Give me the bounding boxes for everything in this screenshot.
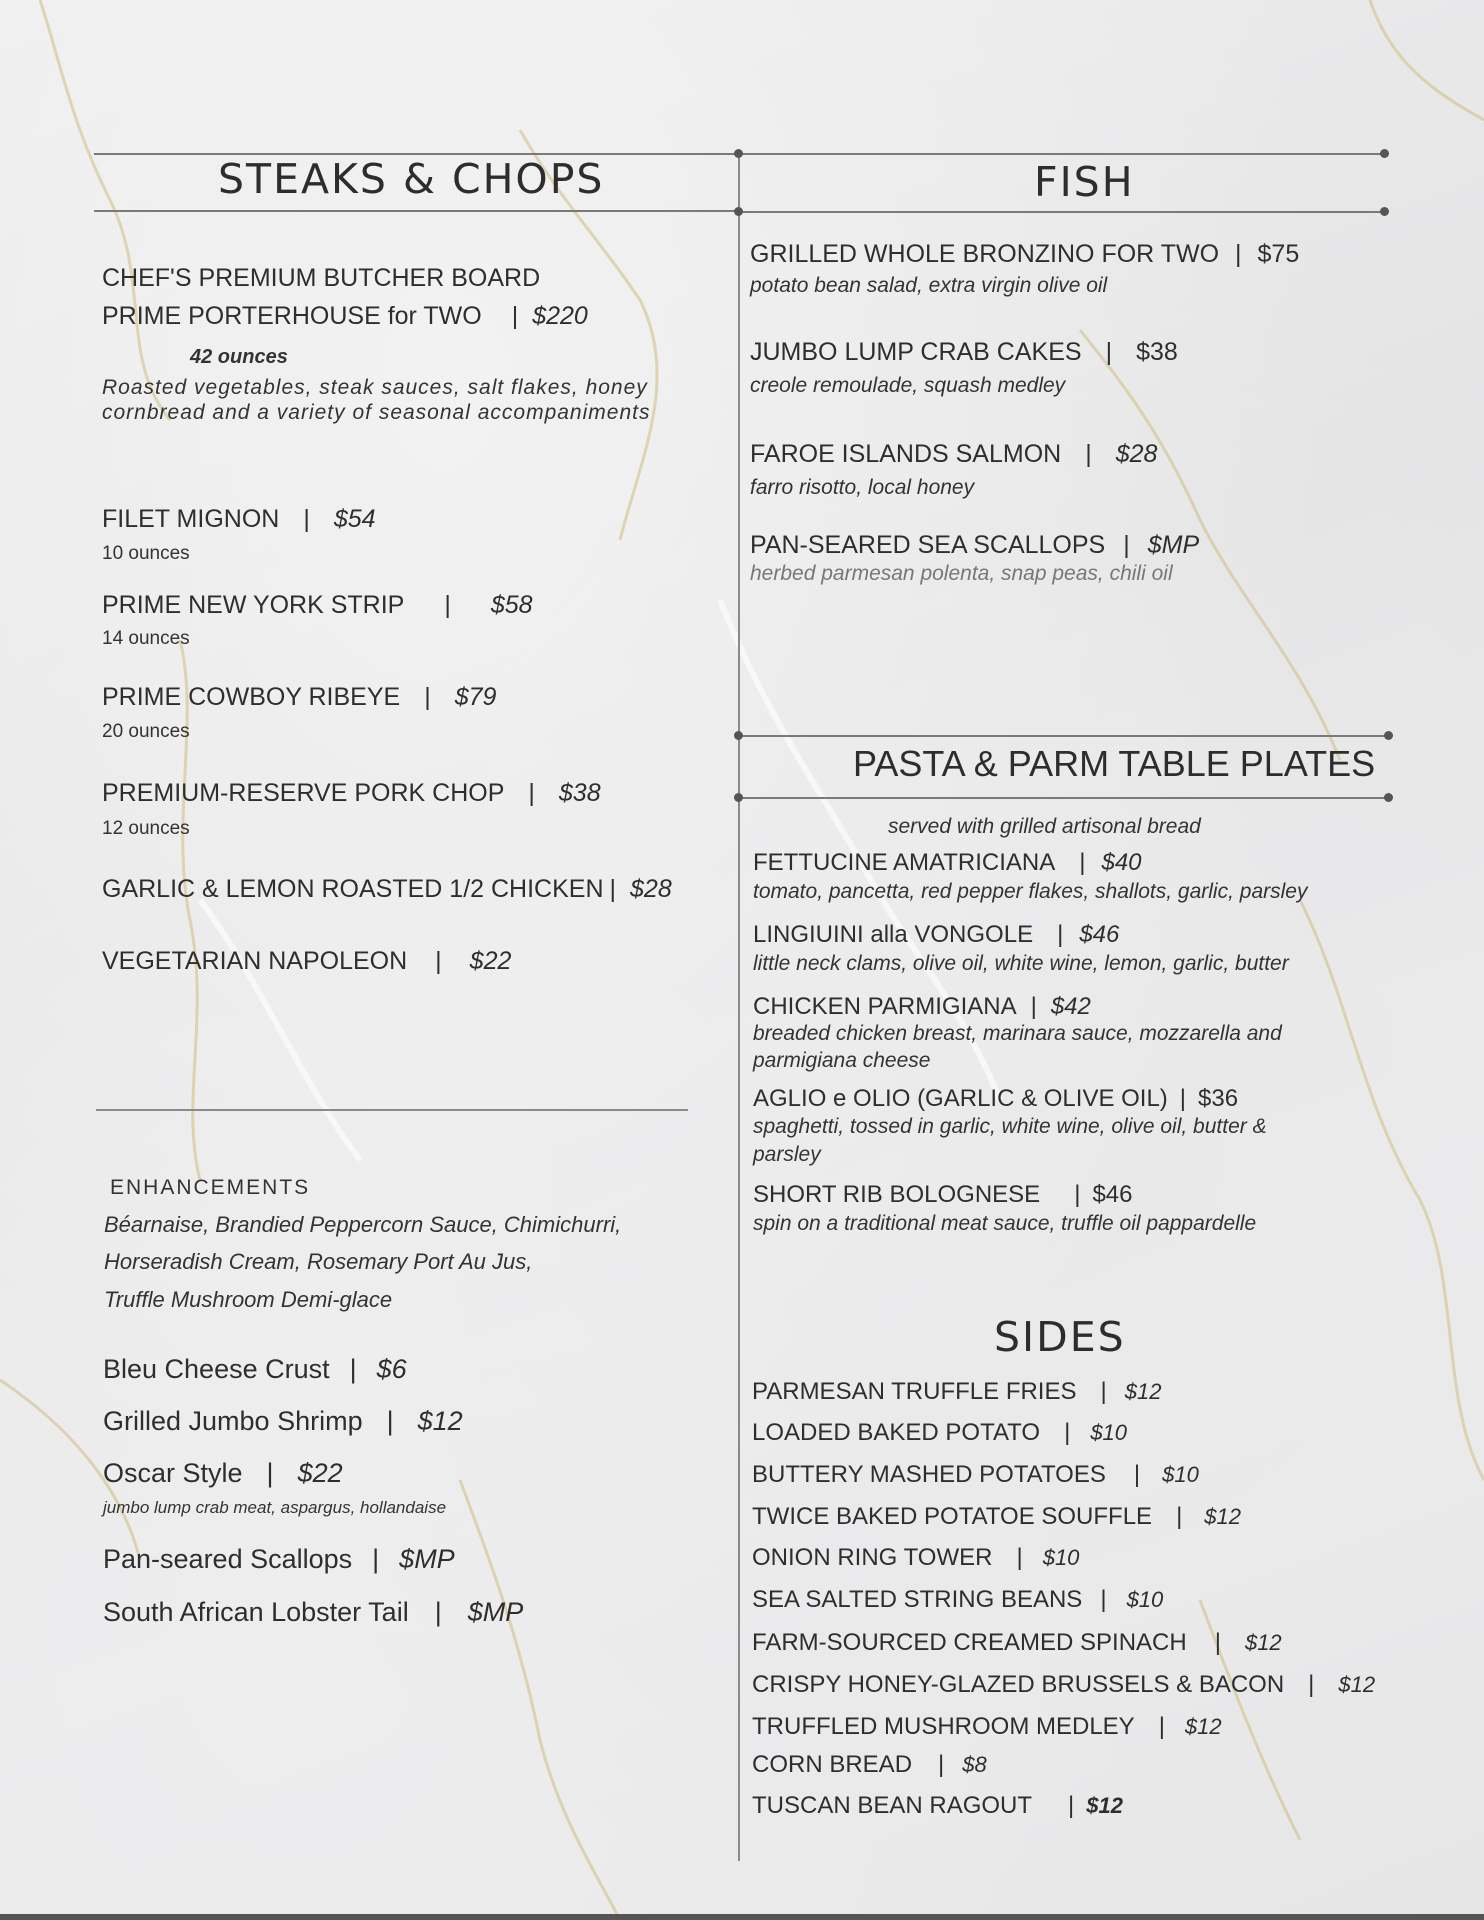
steaks-header: STEAKS & CHOPS <box>218 155 605 203</box>
pasta-item: LINGIUINI alla VONGOLE | $46 <box>753 921 1120 948</box>
steak-item: PRIME COWBOY RIBEYE | $79 <box>102 683 497 711</box>
steak-item-price: $54 <box>333 505 376 533</box>
steak-item-name: FILET MIGNON <box>102 505 280 533</box>
side-item-price: $12 <box>1086 1793 1123 1818</box>
side-item-price: $12 <box>1184 1714 1222 1739</box>
enhancement-item-name: South African Lobster Tail <box>103 1597 409 1627</box>
pasta-item-desc: spin on a traditional meat sauce, truffle oil pappardelle <box>753 1212 1257 1235</box>
enhancement-item-name: Bleu Cheese Crust <box>103 1354 330 1384</box>
steak-item-note: 14 ounces <box>102 628 190 649</box>
fish-item-name: FAROE ISLANDS SALMON <box>750 440 1062 468</box>
pasta-subtitle: served with grilled artisonal bread <box>888 815 1201 838</box>
steak-item-note: 20 ounces <box>102 721 190 742</box>
side-item: TWICE BAKED POTATOE SOUFFLE | $12 <box>752 1503 1242 1530</box>
rule-end-dot <box>1384 731 1393 740</box>
pasta-item-name: SHORT RIB BOLOGNESE <box>753 1181 1041 1208</box>
side-item-name: SEA SALTED STRING BEANS <box>752 1586 1083 1613</box>
enhancement-item-price: $22 <box>297 1458 343 1488</box>
steak-item-name: PRIME COWBOY RIBEYE <box>102 683 401 711</box>
steak-item-note: 12 ounces <box>102 818 190 839</box>
side-item: ONION RING TOWER | $10 <box>752 1544 1080 1571</box>
steak-item-price: $79 <box>454 683 497 711</box>
steak-item-name: PREMIUM-RESERVE PORK CHOP <box>102 779 505 807</box>
page-bottom-border <box>0 1914 1484 1920</box>
column-divider <box>738 153 740 1861</box>
enhancement-item-name: Oscar Style <box>103 1458 243 1488</box>
fish-item-price: $28 <box>1115 440 1158 468</box>
side-item: LOADED BAKED POTATO | $10 <box>752 1419 1128 1446</box>
rule-end-dot <box>1380 149 1389 158</box>
enhancements-header: ENHANCEMENTS <box>110 1176 311 1199</box>
side-item: CORN BREAD | $8 <box>752 1751 987 1778</box>
side-item-price: $12 <box>1338 1672 1376 1697</box>
porterhouse-desc-2: cornbread and a variety of seasonal accompaniments <box>102 401 651 424</box>
side-item-name: CRISPY HONEY-GLAZED BRUSSELS & BACON <box>752 1671 1285 1698</box>
side-item-price: $8 <box>962 1752 987 1777</box>
steak-item: FILET MIGNON | $54 <box>102 505 376 533</box>
side-item-name: PARMESAN TRUFFLE FRIES <box>752 1378 1077 1405</box>
pasta-bottom-rule <box>738 797 1388 799</box>
pasta-item-name: LINGIUINI alla VONGOLE <box>753 921 1034 948</box>
steak-item-name: PRIME NEW YORK STRIP <box>102 591 405 619</box>
side-item: SEA SALTED STRING BEANS | $10 <box>752 1586 1164 1613</box>
side-item-price: $10 <box>1162 1462 1199 1487</box>
porterhouse-weight: 42 ounces <box>190 346 288 368</box>
side-item-name: LOADED BAKED POTATO <box>752 1419 1041 1446</box>
side-item-price: $10 <box>1090 1420 1128 1445</box>
enhancements-sauces-3: Truffle Mushroom Demi-glace <box>104 1287 393 1312</box>
enhancement-item-price: $MP <box>399 1544 455 1574</box>
sides-header: SIDES <box>994 1313 1126 1361</box>
pasta-item-desc: breaded chicken breast, marinara sauce, mozzarella and <box>753 1022 1282 1045</box>
fish-item-name: GRILLED WHOLE BRONZINO FOR TWO <box>750 240 1220 268</box>
steak-item-price: $28 <box>630 875 672 903</box>
pasta-top-rule <box>738 735 1388 737</box>
side-item-name: TUSCAN BEAN RAGOUT <box>752 1792 1033 1819</box>
steak-item-price: $22 <box>469 947 512 975</box>
porterhouse-price: $220 <box>532 302 588 330</box>
pasta-item-price: $40 <box>1101 849 1142 876</box>
side-item-price: $10 <box>1042 1545 1080 1570</box>
fish-item-price: $38 <box>1136 338 1178 366</box>
fish-top-rule <box>738 153 1386 155</box>
fish-item-desc: farro risotto, local honey <box>750 476 975 499</box>
steak-item-price: $58 <box>490 591 533 619</box>
steak-item-price: $38 <box>558 779 601 807</box>
pasta-item-price: $42 <box>1050 993 1091 1020</box>
fish-item: PAN-SEARED SEA SCALLOPS | $MP <box>750 531 1200 559</box>
porterhouse-name: PRIME PORTERHOUSE for TWO <box>102 302 482 330</box>
steak-item: PRIME NEW YORK STRIP | $58 <box>102 591 533 619</box>
pasta-item-desc-2: parmigiana cheese <box>753 1049 931 1072</box>
fish-header: FISH <box>1034 158 1135 206</box>
side-item-name: CORN BREAD <box>752 1751 913 1778</box>
side-item-name: TWICE BAKED POTATOE SOUFFLE <box>752 1503 1153 1530</box>
side-item-price: $12 <box>1204 1504 1242 1529</box>
pasta-item-name: FETTUCINE AMATRICIANA <box>753 849 1056 876</box>
side-item: TRUFFLED MUSHROOM MEDLEY | $12 <box>752 1713 1222 1740</box>
pasta-item: CHICKEN PARMIGIANA | $42 <box>753 993 1091 1020</box>
side-item-name: TRUFFLED MUSHROOM MEDLEY <box>752 1713 1135 1740</box>
porterhouse-line: PRIME PORTERHOUSE for TWO | $220 <box>102 302 588 330</box>
pasta-item-price: $46 <box>1079 921 1120 948</box>
fish-bottom-rule <box>738 211 1386 213</box>
fish-item-price: $MP <box>1147 531 1200 559</box>
steak-item-note: 10 ounces <box>102 543 190 564</box>
side-item-price: $12 <box>1244 1630 1282 1655</box>
steak-item: VEGETARIAN NAPOLEON | $22 <box>102 947 512 975</box>
butcher-board-title: CHEF'S PREMIUM BUTCHER BOARD <box>102 264 541 292</box>
side-item: PARMESAN TRUFFLE FRIES | $12 <box>752 1378 1162 1405</box>
side-item: TUSCAN BEAN RAGOUT | $12 <box>752 1792 1123 1819</box>
pasta-header: PASTA & PARM TABLE PLATES <box>853 743 1376 784</box>
side-item: CRISPY HONEY-GLAZED BRUSSELS & BACON | $12 <box>752 1671 1376 1698</box>
fish-item-desc: creole remoulade, squash medley <box>750 374 1066 397</box>
steak-item: PREMIUM-RESERVE PORK CHOP | $38 <box>102 779 601 807</box>
side-item-price: $12 <box>1124 1379 1162 1404</box>
fish-item-name: PAN-SEARED SEA SCALLOPS <box>750 531 1106 559</box>
steak-item-name: GARLIC & LEMON ROASTED 1/2 CHICKEN <box>102 875 604 903</box>
steak-item: GARLIC & LEMON ROASTED 1/2 CHICKEN | $28 <box>102 875 672 903</box>
side-item-price: $10 <box>1126 1587 1164 1612</box>
rule-end-dot <box>734 793 743 802</box>
side-item: FARM-SOURCED CREAMED SPINACH | $12 <box>752 1629 1282 1656</box>
enhancement-item-name: Grilled Jumbo Shrimp <box>103 1406 363 1436</box>
fish-item: JUMBO LUMP CRAB CAKES | $38 <box>750 338 1178 366</box>
side-item-name: ONION RING TOWER <box>752 1544 993 1571</box>
pasta-item: AGLIO e OLIO (GARLIC & OLIVE OIL) | $36 <box>753 1085 1239 1112</box>
enhancement-item: Pan-seared Scallops | $MP <box>103 1544 455 1574</box>
steak-item-name: VEGETARIAN NAPOLEON <box>102 947 408 975</box>
enhancement-item-price: $MP <box>467 1597 524 1627</box>
pasta-item-desc: tomato, pancetta, red pepper flakes, shallots, garlic, parsley <box>753 880 1308 903</box>
side-item-name: BUTTERY MASHED POTATOES <box>752 1461 1106 1488</box>
fish-item-price: $75 <box>1257 240 1300 268</box>
pasta-item-price: $46 <box>1092 1181 1133 1208</box>
enhancement-item-price: $12 <box>417 1406 463 1436</box>
pasta-item-desc-2: parsley <box>753 1143 821 1166</box>
enhancements-divider <box>96 1109 688 1111</box>
enhancements-sauces-2: Horseradish Cream, Rosemary Port Au Jus, <box>104 1249 533 1274</box>
enhancement-item-note: jumbo lump crab meat, aspargus, hollandaise <box>103 1498 447 1517</box>
enhancement-item: South African Lobster Tail | $MP <box>103 1597 524 1627</box>
fish-item: FAROE ISLANDS SALMON | $28 <box>750 440 1158 468</box>
rule-end-dot <box>734 207 743 216</box>
rule-end-dot <box>734 731 743 740</box>
enhancement-item-price: $6 <box>376 1354 407 1384</box>
rule-end-dot <box>734 149 743 158</box>
pasta-item-desc: little neck clams, olive oil, white wine, lemon, garlic, butter <box>753 952 1289 975</box>
enhancement-item: Bleu Cheese Crust | $6 <box>103 1354 407 1384</box>
fish-item-desc: herbed parmesan polenta, snap peas, chili oil <box>750 562 1173 585</box>
enhancements-sauces-1: Béarnaise, Brandied Peppercorn Sauce, Chimichurri, <box>104 1212 622 1237</box>
pasta-item-name: CHICKEN PARMIGIANA <box>753 993 1017 1020</box>
side-item-name: FARM-SOURCED CREAMED SPINACH <box>752 1629 1187 1656</box>
pasta-item-name: AGLIO e OLIO (GARLIC & OLIVE OIL) <box>753 1085 1168 1112</box>
fish-item: GRILLED WHOLE BRONZINO FOR TWO | $75 <box>750 240 1300 268</box>
rule-end-dot <box>1380 207 1389 216</box>
pasta-item-desc: spaghetti, tossed in garlic, white wine, olive oil, butter & <box>753 1115 1267 1138</box>
side-item: BUTTERY MASHED POTATOES | $10 <box>752 1461 1199 1488</box>
enhancement-item: Grilled Jumbo Shrimp | $12 <box>103 1406 463 1436</box>
fish-item-desc: potato bean salad, extra virgin olive oil <box>750 274 1108 297</box>
porterhouse-desc-1: Roasted vegetables, steak sauces, salt flakes, honey <box>102 376 648 399</box>
enhancement-item: Oscar Style | $22 <box>103 1458 343 1488</box>
steaks-bottom-rule <box>94 210 738 212</box>
pasta-item-price: $36 <box>1198 1085 1239 1112</box>
fish-item-name: JUMBO LUMP CRAB CAKES <box>750 338 1082 366</box>
pasta-item: SHORT RIB BOLOGNESE | $46 <box>753 1181 1133 1208</box>
rule-end-dot <box>1384 793 1393 802</box>
pasta-item: FETTUCINE AMATRICIANA | $40 <box>753 849 1142 876</box>
enhancement-item-name: Pan-seared Scallops <box>103 1544 353 1574</box>
